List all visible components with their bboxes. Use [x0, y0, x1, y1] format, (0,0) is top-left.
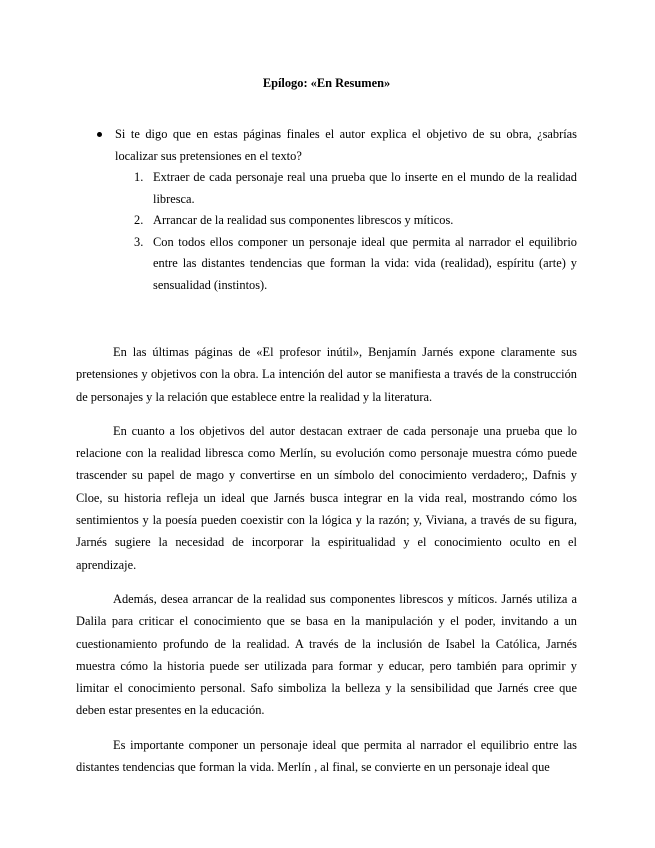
objectives-list	[115, 167, 577, 296]
body-paragraph-objectives: En cuanto a los objetivos del autor destacan extraer de cada personaje una prueba que lo relacione con la realidad libresca como Merlín, su evolución como personaje muestra cómo puede trascender su papel de mago y convertirse en un símbolo del conocimiento verdadero;, Dafnis y Cloe, su historia refleja un ideal que Jarnés busca integrar en la vida real, mostrando cómo los sentimientos y la poesía pueden coexistir con la lógica y la razón; y, Viviana, a través de su figura, Jarnés sugiere la necesidad de incorporar la espiritualidad y el conocimiento oculto en el aprendizaje.	[76, 423, 577, 572]
body-paragraph-intro: En las últimas páginas de «El profesor inútil», Benjamín Jarnés expone claramente sus pretensiones y objetivos con la obra. La intención del autor se manifiesta a través de la construcción de personajes y la relación que establece entre la realidad y la literatura.	[76, 345, 577, 404]
objective-text: Extraer de cada personaje real una prueba que lo inserte en el mundo de la realidad libresca.	[153, 170, 577, 206]
body-paragraph-myths: Además, desea arrancar de la realidad sus componentes librescos y míticos. Jarnés utiliza a Dalila para criticar el conocimiento que se basa en la manipulación y el poder, invitando a un cuestionamiento profundo de la realidad. A través de la inclusión de Isabel la Católica, Jarnés muestra cómo la historia puede ser utilizada para formar y educar, pero también para oprimir y limitar el conocimiento personal. Safo simboliza la belleza y la sensibilidad que Jarnés cree que deben estar presentes en la educación.	[76, 591, 577, 718]
page-title: Epílogo: «En Resumen»	[262, 76, 391, 90]
objective-text: Con todos ellos componer un personaje ideal que permita al narrador el equilibrio entre las distantes tendencias que forman la vida: vida (realidad), espíritu (arte) y sensualidad (instintos).	[153, 234, 577, 292]
objective-number: 2.	[134, 213, 144, 227]
question-text: Si te digo que en estas páginas finales el autor explica el objetivo de su obra, ¿sabrías localizar sus pretensiones en el texto?	[115, 127, 577, 163]
body-paragraph-ideal: Es importante componer un personaje ideal que permita al narrador el equilibrio entre las distantes tendencias que forman la vida. Merlín , al final, se convierte en un personaje ideal que	[76, 737, 577, 775]
objective-text: Arrancar de la realidad sus componentes librescos y míticos.	[153, 213, 454, 227]
bullet-icon	[97, 132, 102, 137]
objective-number: 3.	[134, 234, 144, 249]
objective-item	[115, 232, 577, 297]
objective-item	[115, 167, 577, 210]
objective-item	[115, 210, 577, 232]
objective-number: 1.	[134, 170, 144, 184]
section-spacer	[76, 296, 577, 341]
question-item	[76, 124, 577, 296]
question-list	[76, 124, 577, 296]
